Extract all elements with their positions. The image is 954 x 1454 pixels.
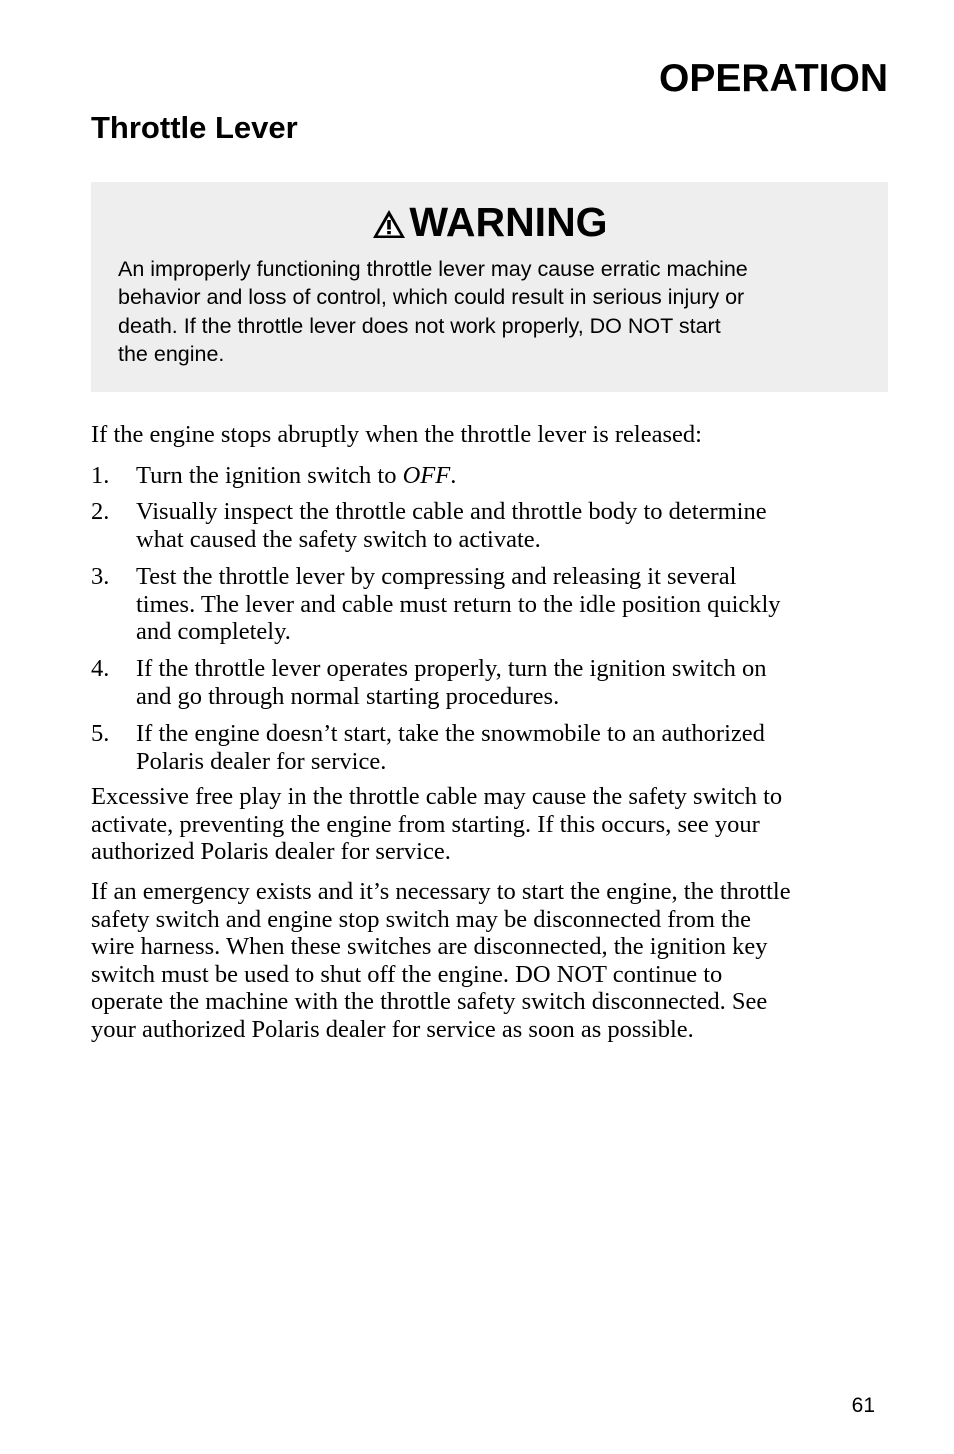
warning-box <box>91 182 888 392</box>
step-text <box>136 462 891 490</box>
warning-text <box>118 255 868 368</box>
warning-line: death. If the throttle lever does not work properly, DO NOT start <box>118 313 721 338</box>
paragraph-line: If an emergency exists and it’s necessary to start the engine, the throttle <box>91 878 791 905</box>
step-line: Polaris dealer for service. <box>136 747 387 775</box>
step-text <box>136 498 891 553</box>
paragraph-line: Excessive free play in the throttle cable may cause the safety switch to <box>91 783 783 810</box>
step-line: times. The lever and cable must return to the idle position quickly <box>136 590 781 618</box>
warning-line: An improperly functioning throttle lever may cause erratic machine <box>118 257 748 281</box>
step-number: 4. <box>91 655 110 682</box>
step-line: If the engine doesn’t start, take the snowmobile to an authorized <box>136 720 765 747</box>
paragraph-line: your authorized Polaris dealer for service as soon as possible. <box>91 1015 694 1043</box>
step-text <box>136 655 891 710</box>
step-line: and completely. <box>136 618 291 645</box>
step-text <box>136 563 891 646</box>
step-number: 5. <box>91 720 110 747</box>
body-paragraph <box>91 783 891 866</box>
paragraph-line: wire harness. When these switches are disconnected, the ignition key <box>91 933 768 960</box>
warning-line: the engine. <box>118 341 225 366</box>
step-line: and go through normal starting procedures. <box>136 682 560 710</box>
page-subtitle: Throttle Lever <box>91 110 298 145</box>
step-text-prefix: Turn the ignition switch to <box>136 462 403 489</box>
intro-paragraph: If the engine stops abruptly when the throttle lever is released: <box>91 421 702 448</box>
paragraph-line: safety switch and engine stop switch may be disconnected from the <box>91 905 751 933</box>
warning-triangle-icon <box>371 208 407 240</box>
step-line: If the throttle lever operates properly, turn the ignition switch on <box>136 655 767 682</box>
step-text-suffix: . <box>450 462 457 489</box>
warning-heading <box>91 198 888 246</box>
paragraph-line: switch must be used to shut off the engine. DO NOT continue to <box>91 960 723 988</box>
page-number: 61 <box>851 1394 875 1417</box>
step-line: what caused the safety switch to activate. <box>136 525 541 553</box>
step-line: Test the throttle lever by compressing and releasing it several <box>136 563 737 590</box>
step-number: 1. <box>91 462 110 489</box>
paragraph-line: operate the machine with the throttle safety switch disconnected. See <box>91 988 768 1015</box>
step-emphasis: OFF <box>402 462 451 489</box>
step-number: 2. <box>91 498 110 525</box>
step-text <box>136 720 891 775</box>
warning-line: behavior and loss of control, which could result in serious injury or <box>118 285 745 310</box>
paragraph-line: activate, preventing the engine from starting. If this occurs, see your <box>91 810 760 838</box>
section-title: OPERATION <box>659 57 888 100</box>
paragraph-line: authorized Polaris dealer for service. <box>91 838 451 865</box>
step-line: Visually inspect the throttle cable and throttle body to determine <box>136 498 767 525</box>
step-number: 3. <box>91 563 110 590</box>
warning-title: WARNING <box>409 199 608 245</box>
body-paragraph <box>91 878 891 1043</box>
